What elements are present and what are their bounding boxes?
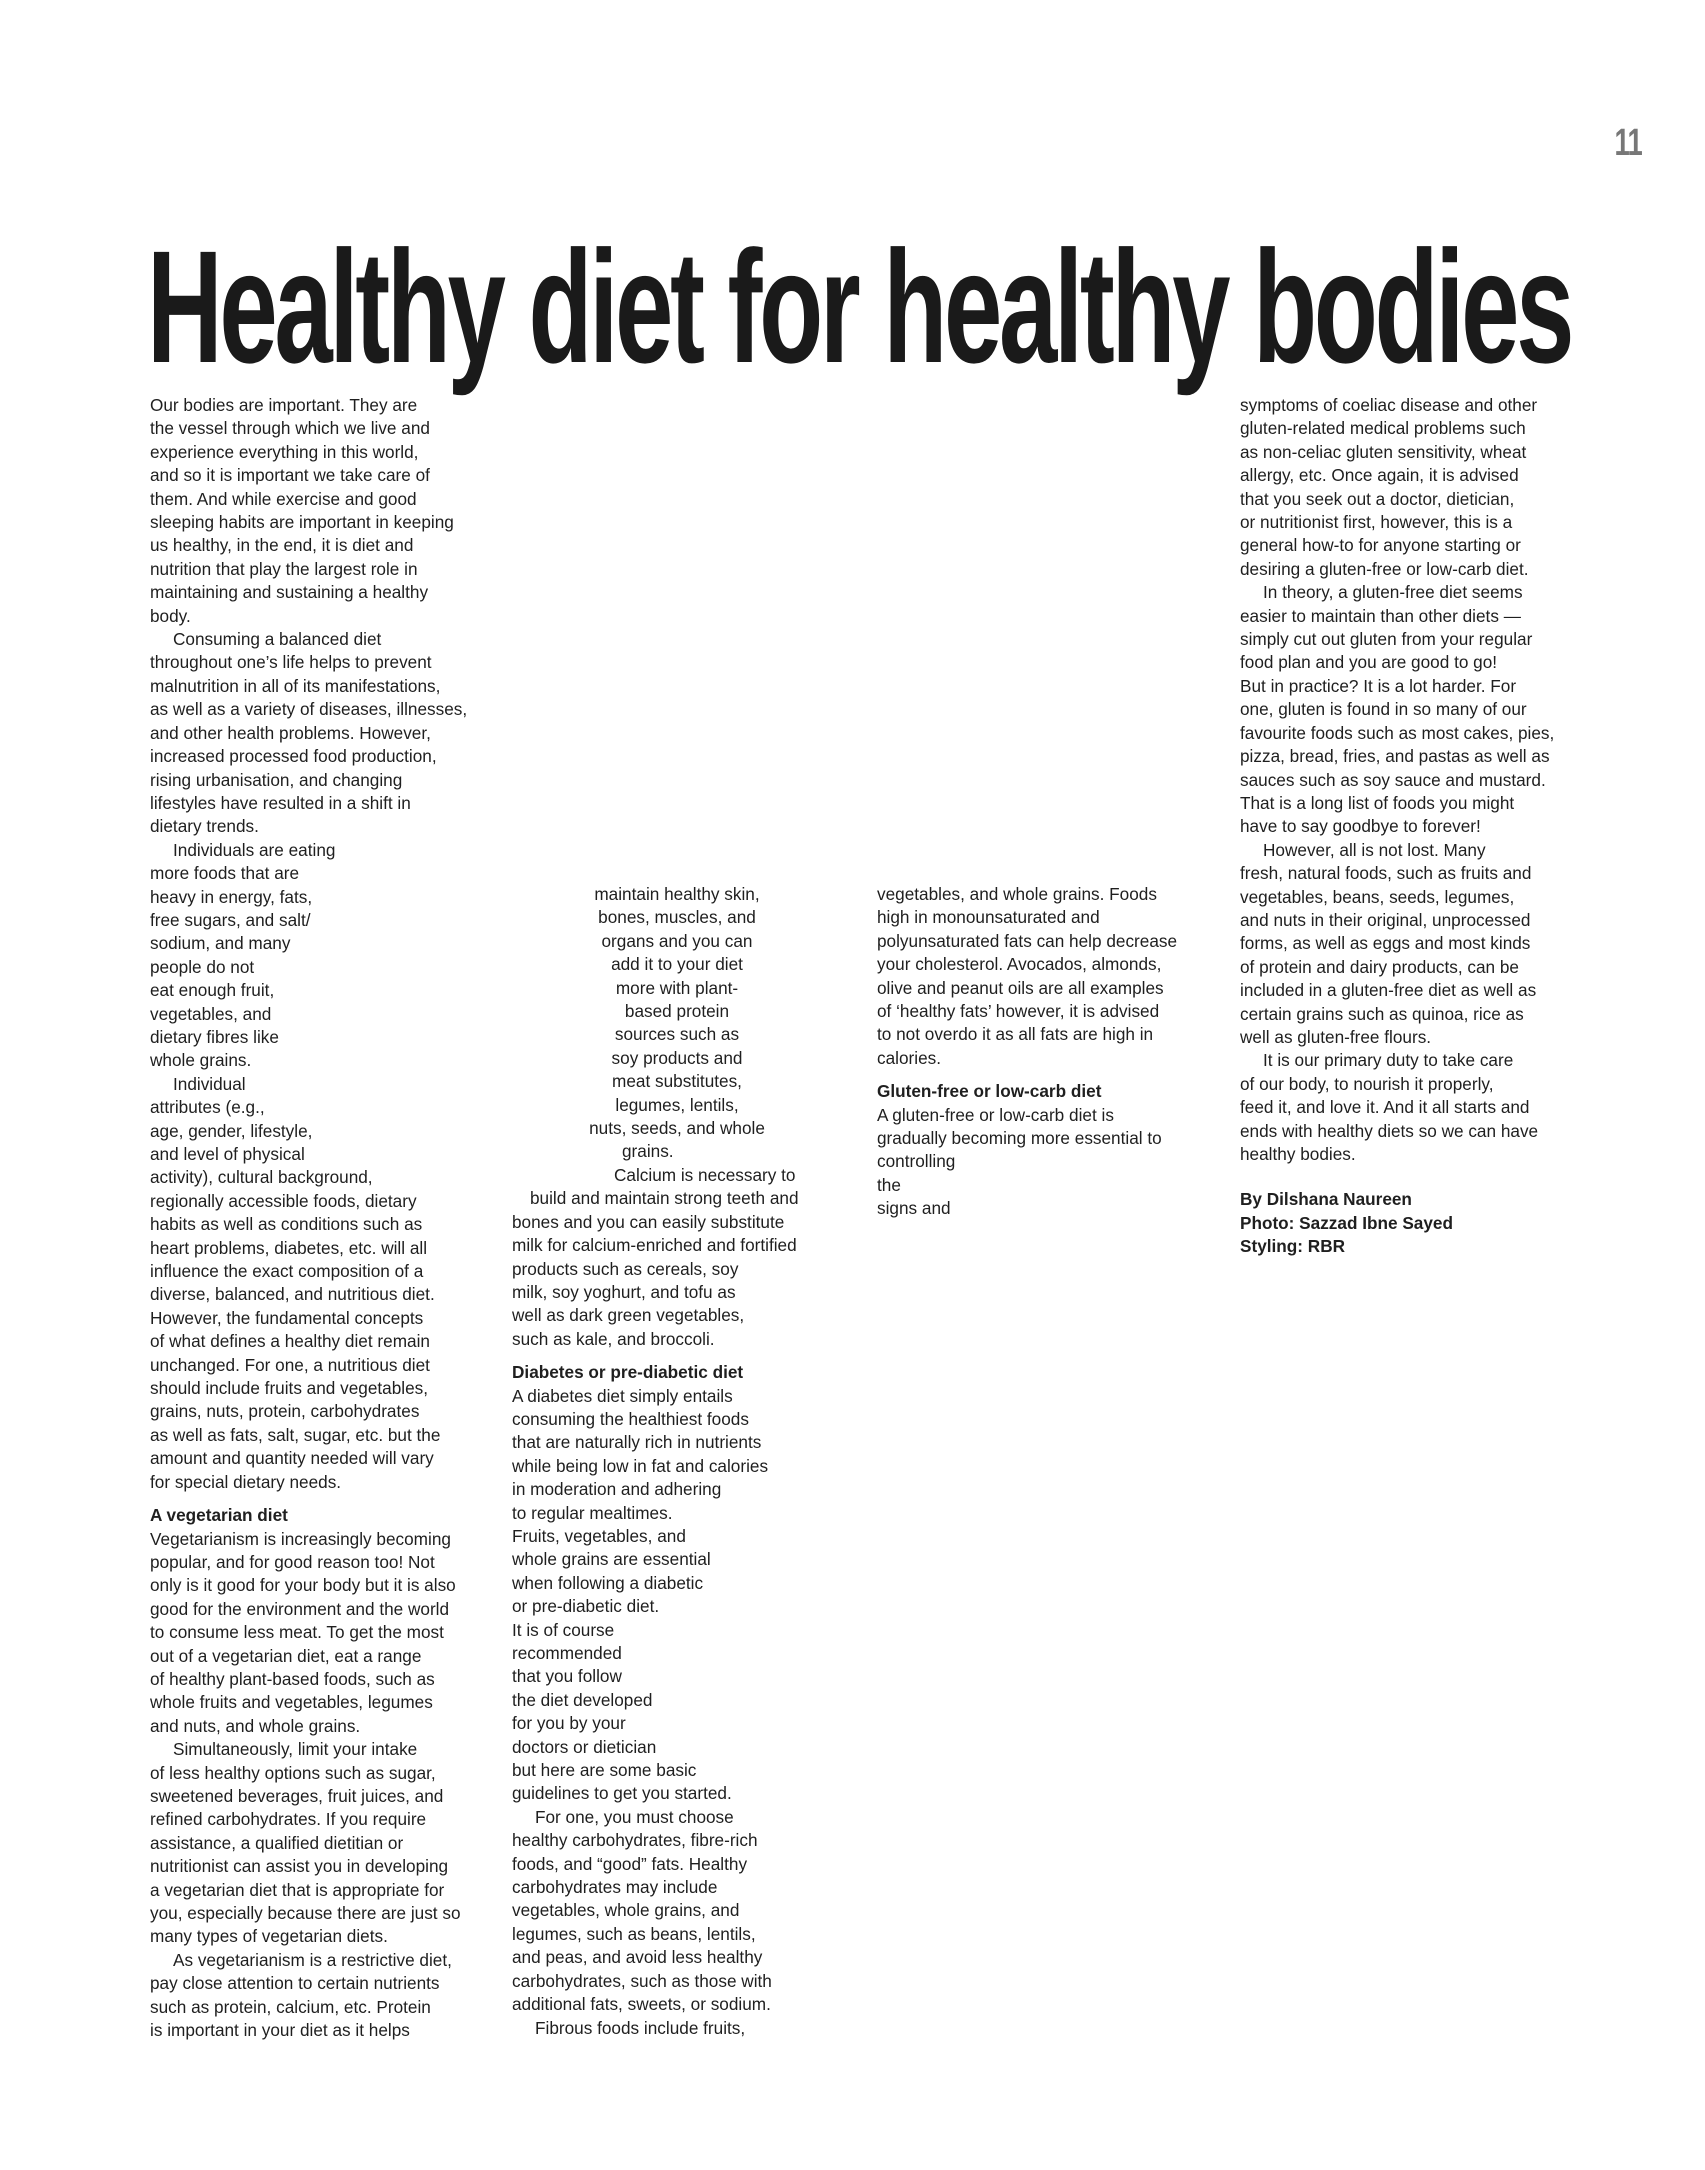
body-line: food plan and you are good to go! [1240,652,1498,673]
paragraph-start-line: Individuals are eating [173,839,336,860]
body-line: bones, muscles, and [598,907,756,928]
paragraph-start-line: Fibrous foods include fruits, [535,2017,746,2038]
body-line: heavy in energy, fats, [150,886,313,907]
body-line: and other health problems. However, [150,722,431,743]
body-line: A diabetes diet simply entails [512,1385,733,1406]
body-line: doctors or dietician [512,1736,657,1757]
section-heading-gluten-free: Gluten-free or low-carb diet [877,1081,1102,1102]
body-line: Vegetarianism is increasingly becoming [150,1528,451,1549]
body-line: is important in your diet as it helps [150,2020,410,2041]
body-line: calories. [877,1047,941,1068]
body-line: of ‘healthy fats’ however, it is advised [877,1001,1160,1022]
body-line: for you by your [512,1713,626,1734]
body-line: products such as cereals, soy [512,1258,739,1279]
body-line: out of a vegetarian diet, eat a range [150,1645,422,1666]
body-line: increased processed food production, [150,746,437,767]
body-line: signs and [877,1198,951,1219]
body-line: have to say goodbye to forever! [1240,816,1481,837]
body-line: healthy carbohydrates, fibre-rich [512,1830,758,1851]
body-line: rising urbanisation, and changing [150,769,403,790]
body-line: Fruits, vegetables, and [512,1525,686,1546]
section-heading-vegetarian: A vegetarian diet [150,1505,288,1526]
photo-credit: Photo: Sazzad Ibne Sayed [1240,1212,1453,1233]
body-line: age, gender, lifestyle, [150,1120,313,1141]
body-line: forms, as well as eggs and most kinds [1240,933,1531,954]
body-line: amount and quantity needed will vary [150,1448,434,1469]
body-line: sauces such as soy sauce and mustard. [1240,769,1546,790]
body-line: more foods that are [150,863,300,884]
body-line: grains. [622,1141,674,1162]
body-line: one, gluten is found in so many of our [1240,699,1527,720]
body-line: and nuts in their original, unprocessed [1240,909,1531,930]
body-line: maintain healthy skin, [594,884,760,904]
body-line: bones and you can easily substitute [512,1211,785,1232]
body-line: A gluten-free or low-carb diet is [877,1104,1114,1125]
body-line: vegetables, beans, seeds, legumes, [1240,886,1515,907]
body-line: simply cut out gluten from your regular [1240,629,1533,650]
article-column-4 [1240,394,1580,1259]
body-line: whole grains are essential [512,1549,711,1570]
body-line: popular, and for good reason too! Not [150,1551,435,1572]
body-line: general how-to for anyone starting or [1240,535,1521,556]
body-line: sources such as [614,1024,740,1045]
body-line: But in practice? It is a lot harder. For [1240,675,1517,696]
body-line: regionally accessible foods, dietary [150,1190,417,1211]
body-line: the diet developed [512,1689,653,1710]
body-line: consuming the healthiest foods [512,1408,749,1429]
body-line: easier to maintain than other diets — [1240,605,1521,626]
body-line: Our bodies are important. They are [150,395,418,415]
body-line: high in monounsaturated and [877,907,1100,928]
body-line: well as gluten-free flours. [1240,1026,1432,1047]
body-line: favourite foods such as most cakes, pies, [1240,722,1555,743]
body-line: diverse, balanced, and nutritious diet. [150,1284,435,1305]
body-line: vegetables, whole grains, and [512,1900,740,1921]
body-line: gradually becoming more essential to [877,1128,1162,1149]
body-line: to not overdo it as all fats are high in [877,1024,1154,1045]
body-line: nuts, seeds, and whole [589,1118,765,1139]
page-number: 11 [1614,122,1642,164]
body-line: such as kale, and broccoli. [512,1328,715,1349]
body-line: and so it is important we take care of [150,465,430,486]
body-line: legumes, lentils, [615,1094,739,1115]
body-line: body. [150,605,191,626]
body-line: many types of vegetarian diets. [150,1926,388,1947]
body-line: assistance, a qualified dietitian or [150,1832,404,1853]
body-line: additional fats, sweets, or sodium. [512,1994,771,2015]
body-line: dietary trends. [150,816,259,837]
styling-credit: Styling: RBR [1240,1236,1346,1257]
body-line: habits as well as conditions such as [150,1214,423,1235]
article-title: Healthy diet for healthy bodies [147,217,1572,396]
body-line: throughout one’s life helps to prevent [150,652,432,673]
body-line: fresh, natural foods, such as fruits and [1240,863,1532,884]
body-line: add it to your diet [611,954,743,975]
body-line: guidelines to get you started. [512,1783,732,1804]
paragraph-start-line: Calcium is necessary to [614,1164,796,1185]
body-line: of healthy plant-based foods, such as [150,1668,435,1689]
body-line: them. And while exercise and good [150,488,417,509]
body-line: whole fruits and vegetables, legumes [150,1692,433,1713]
body-line: nutrition that play the largest role in [150,558,418,579]
body-line: allergy, etc. Once again, it is advised [1240,465,1519,486]
body-line: grains, nuts, protein, carbohydrates [150,1401,420,1422]
body-line: desiring a gluten-free or low-carb diet. [1240,558,1529,579]
body-line: a vegetarian diet that is appropriate for [150,1879,445,1900]
body-line: and nuts, and whole grains. [150,1715,361,1736]
body-line: It is of course [512,1619,615,1640]
body-line: only is it good for your body but it is also [150,1575,456,1596]
paragraph-start-line: Individual [173,1073,246,1094]
paragraph-start-line: However, all is not lost. Many [1263,839,1486,860]
body-line: lifestyles have resulted in a shift in [150,792,411,813]
body-line: symptoms of coeliac disease and other [1240,395,1538,415]
body-line: gluten-related medical problems such [1240,418,1526,439]
paragraph-start-line: Consuming a balanced diet [173,629,382,650]
body-line: foods, and “good” fats. Healthy [512,1853,748,1874]
body-line: eat enough fruit, [150,980,275,1001]
body-line: meat substitutes, [612,1071,742,1092]
body-line: attributes (e.g., [150,1097,265,1118]
paragraph-start-line: It is our primary duty to take care [1263,1050,1514,1071]
body-line: malnutrition in all of its manifestations, [150,675,441,696]
body-line: of less healthy options such as sugar, [150,1762,436,1783]
body-line: in moderation and adhering [512,1479,722,1500]
body-line: and level of physical [150,1144,305,1164]
body-line: the vessel through which we live and [150,418,430,439]
body-line: more with plant- [615,977,739,998]
body-line: good for the environment and the world [150,1598,450,1619]
body-line: such as protein, calcium, etc. Protein [150,1996,431,2017]
body-line: experience everything in this world, [150,441,419,462]
body-line: for special dietary needs. [150,1471,342,1492]
body-line: to consume less meat. To get the most [150,1622,444,1643]
body-line: soy products and [611,1047,743,1068]
body-line: organs and you can [601,930,753,951]
body-line: of our body, to nourish it properly, [1240,1073,1494,1094]
body-line: sleeping habits are important in keeping [150,512,454,533]
body-line: based protein [624,1001,730,1022]
body-line: polyunsaturated fats can help decrease [877,930,1178,951]
body-line: carbohydrates, such as those with [512,1970,772,1991]
body-line: to regular mealtimes. [512,1502,673,1523]
body-line: or pre-diabetic diet. [512,1596,660,1617]
body-line: as well as a variety of diseases, illnesses, [150,699,468,720]
body-line: as well as fats, salt, sugar, etc. but the [150,1424,441,1445]
body-line: the [877,1174,901,1195]
body-line: of protein and dairy products, can be [1240,956,1519,977]
body-line: when following a diabetic [512,1572,704,1593]
body-line: unchanged. For one, a nutritious diet [150,1354,430,1375]
body-line: maintaining and sustaining a healthy [150,582,429,603]
body-line: while being low in fat and calories [512,1455,769,1476]
body-line: well as dark green vegetables, [512,1305,745,1326]
body-line: refined carbohydrates. If you require [150,1809,427,1830]
body-line: sweetened beverages, fruit juices, and [150,1785,444,1806]
body-line: whole grains. [150,1050,252,1071]
body-line: and peas, and avoid less healthy [512,1947,763,1968]
body-line: that you seek out a doctor, dietician, [1240,488,1515,509]
author-credit: By Dilshana Naureen [1240,1189,1412,1210]
body-line: you, especially because there are just so [150,1903,461,1923]
body-line: vegetables, and whole grains. Foods [877,884,1157,904]
body-line: heart problems, diabetes, etc. will all [150,1237,428,1258]
body-line: sodium, and many [150,933,291,954]
body-line: us healthy, in the end, it is diet and [150,535,414,556]
body-line: that are naturally rich in nutrients [512,1432,762,1453]
body-line: influence the exact composition of a [150,1261,424,1282]
body-line: olive and peanut oils are all examples [877,977,1164,998]
body-line: nutritionist can assist you in developing [150,1856,449,1877]
section-heading-diabetes: Diabetes or pre-diabetic diet [512,1362,744,1383]
body-line: That is a long list of foods you might [1240,792,1515,813]
article-column-3 [877,883,1212,1221]
paragraph-start-line: For one, you must choose [535,1806,734,1827]
body-line: legumes, such as beans, lentils, [512,1923,756,1944]
body-line: carbohydrates may include [512,1877,718,1898]
body-line: ends with healthy diets so we can have [1240,1120,1539,1141]
body-line: certain grains such as quinoa, rice as [1240,1003,1524,1024]
body-line: pizza, bread, fries, and pastas as well as [1240,746,1550,767]
body-line: dietary fibres like [150,1026,279,1047]
body-line: that you follow [512,1666,622,1687]
body-line: However, the fundamental concepts [150,1307,424,1328]
body-line: or nutritionist first, however, this is a [1240,512,1513,533]
body-line: of what defines a healthy diet remain [150,1331,430,1352]
body-line: but here are some basic [512,1760,697,1781]
body-line: controlling [877,1151,956,1172]
paragraph-start-line: In theory, a gluten-free diet seems [1263,582,1523,603]
body-line: feed it, and love it. And it all starts and [1240,1097,1530,1118]
body-line: should include fruits and vegetables, [150,1378,429,1399]
article-column-1 [150,394,495,2042]
paragraph-start-line: Simultaneously, limit your intake [173,1739,418,1760]
body-line: as non-celiac gluten sensitivity, wheat [1240,441,1527,462]
body-line: milk for calcium-enriched and fortified [512,1235,797,1256]
paragraph-start-line: As vegetarianism is a restrictive diet, [173,1949,452,1970]
body-line: milk, soy yoghurt, and tofu as [512,1281,736,1302]
article-column-2 [512,883,842,2040]
body-line: vegetables, and [150,1003,272,1024]
body-line: people do not [150,956,255,977]
body-line: healthy bodies. [1240,1144,1356,1164]
body-line: pay close attention to certain nutrients [150,1973,440,1994]
body-line: activity), cultural background, [150,1167,373,1188]
body-line: your cholesterol. Avocados, almonds, [877,954,1162,975]
body-line: recommended [512,1643,622,1663]
body-line: build and maintain strong teeth and [530,1188,799,1209]
body-line: free sugars, and salt/ [150,909,311,930]
body-line: included in a gluten-free diet as well as [1240,980,1537,1001]
